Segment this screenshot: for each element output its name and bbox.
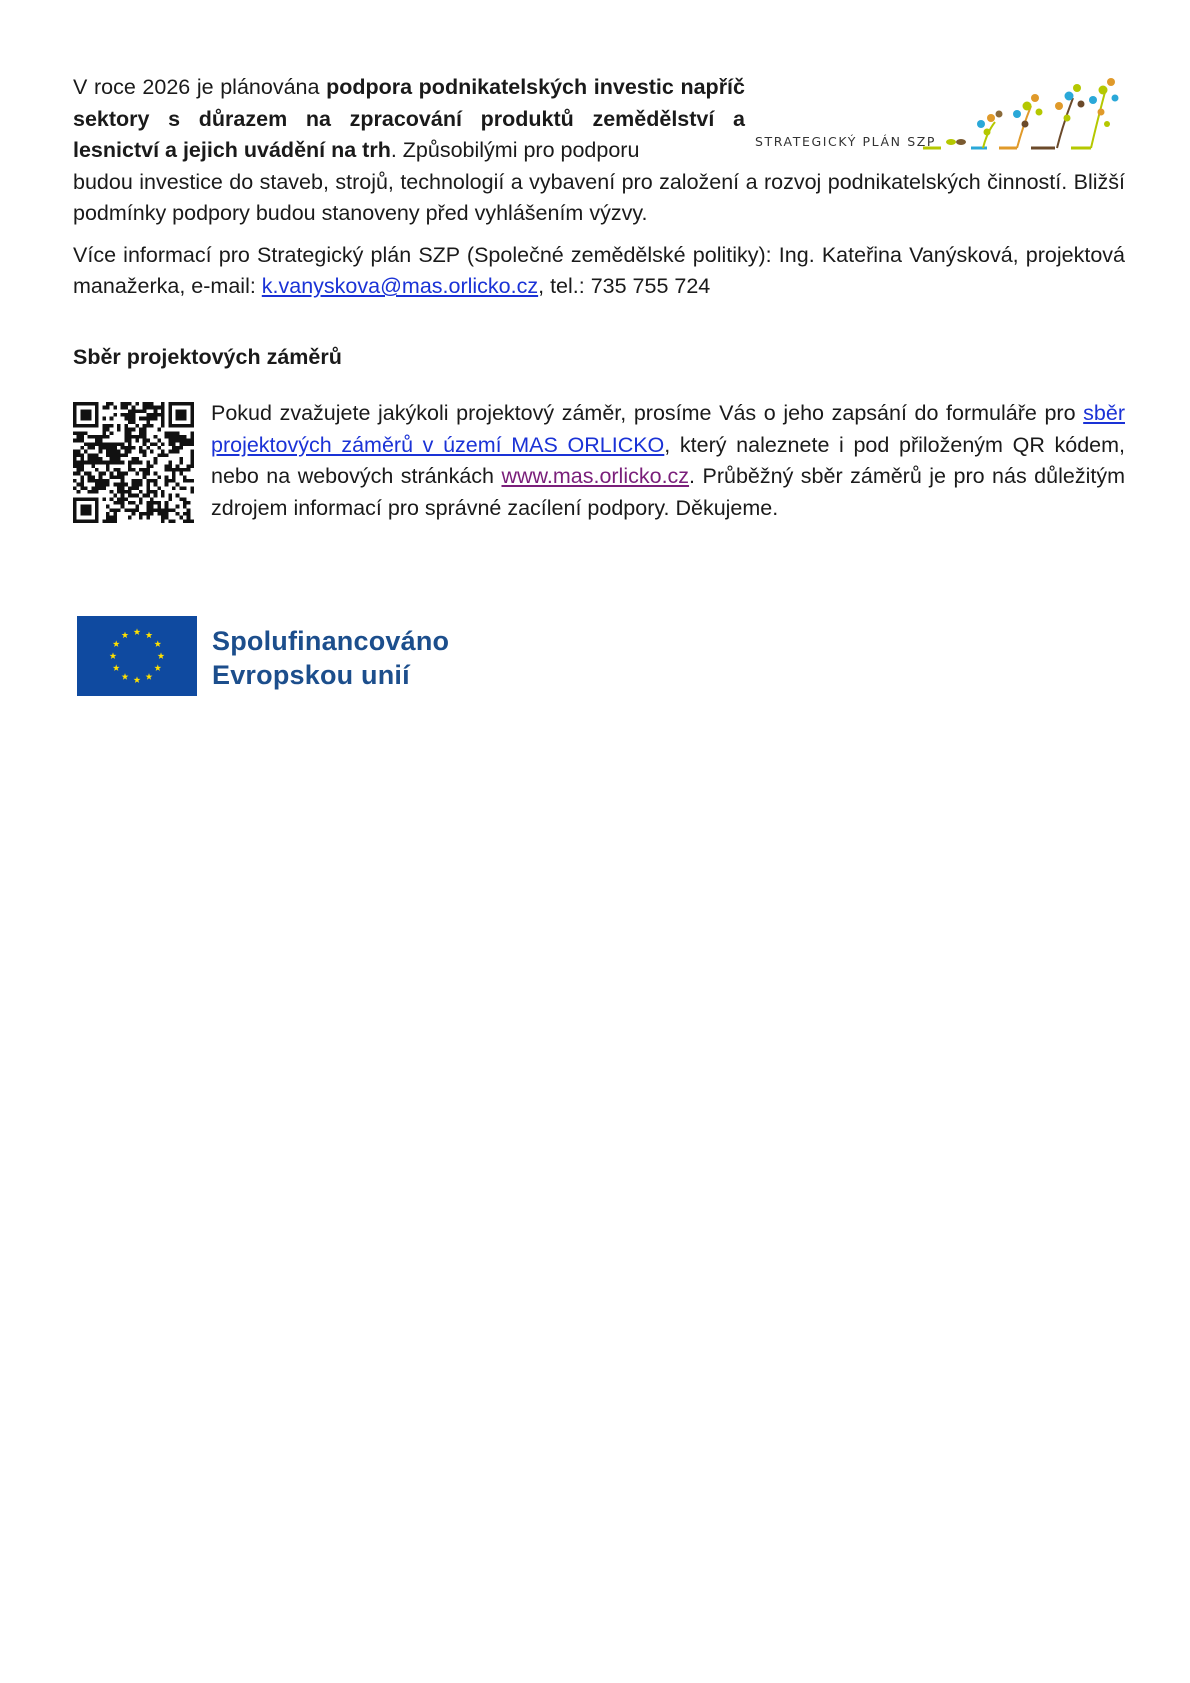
intro-bold-a: podpora podnikatelských investic [326,75,674,99]
contact-tail: , tel.: 735 755 724 [538,274,711,298]
eu-text-line2: Evropskou unií [212,660,410,690]
intro-bold-c: a lesnictví a jejich uvádění na trh [73,106,745,162]
form-link[interactable]: sběr projektových záměrů v území MAS ORLICKO [211,401,1125,457]
contact-lead: Více informací pro Strategický plán SZP (Společné zemědělské politiky): Ing. Kateřina Vanýsková, projektová manažerka, e-mail: [73,242,1125,298]
qr-tail: . Průběžný sběr záměrů je pro nás důležitým zdrojem informací pro správné zacílení podpory. Děkujeme. [211,464,1125,520]
intro-bold-b: napříč sektory s důrazem na zpracování produktů zemědělství [73,75,745,131]
email-link[interactable]: k.vanyskova@mas.orlicko.cz [261,274,539,298]
eu-flag [77,616,197,696]
section-heading: Sběr projektových záměrů [73,345,342,369]
eu-text [212,624,449,692]
eu-cofinanced-logo [77,616,467,698]
qr-middle: , který naleznete i pod přiloženým QR kódem, nebo na webových stránkách [211,432,1125,488]
intro-paragraph-continued: budou investice do staveb, strojů, technologií a vybavení pro založení a rozvoj podnikatelských činností. Bližší podmínky podpory budou stanoveny před vyhlášením výzvy. [73,169,1125,225]
contact-paragraph [73,240,1125,303]
intro-paragraph [73,72,745,167]
qr-code[interactable] [73,402,194,523]
intro-block [73,72,1125,303]
strategicky-plan-szp-logo [755,76,1125,158]
eu-text-line1: Spolufinancováno [212,626,450,656]
intro-lead: V roce 2026 je plánována [73,75,327,99]
qr-paragraph [211,398,1125,524]
qr-lead: Pokud zvažujete jakýkoli projektový záměr, prosíme Vás o jeho zapsání do formuláře pro [211,401,1084,425]
logo-szp-text: STRATEGICKÝ PLÁN SZP [755,134,937,149]
web-link[interactable]: www.mas.orlicko.cz [501,464,690,488]
intro-after: . Způsobilými pro podporu [390,138,640,162]
